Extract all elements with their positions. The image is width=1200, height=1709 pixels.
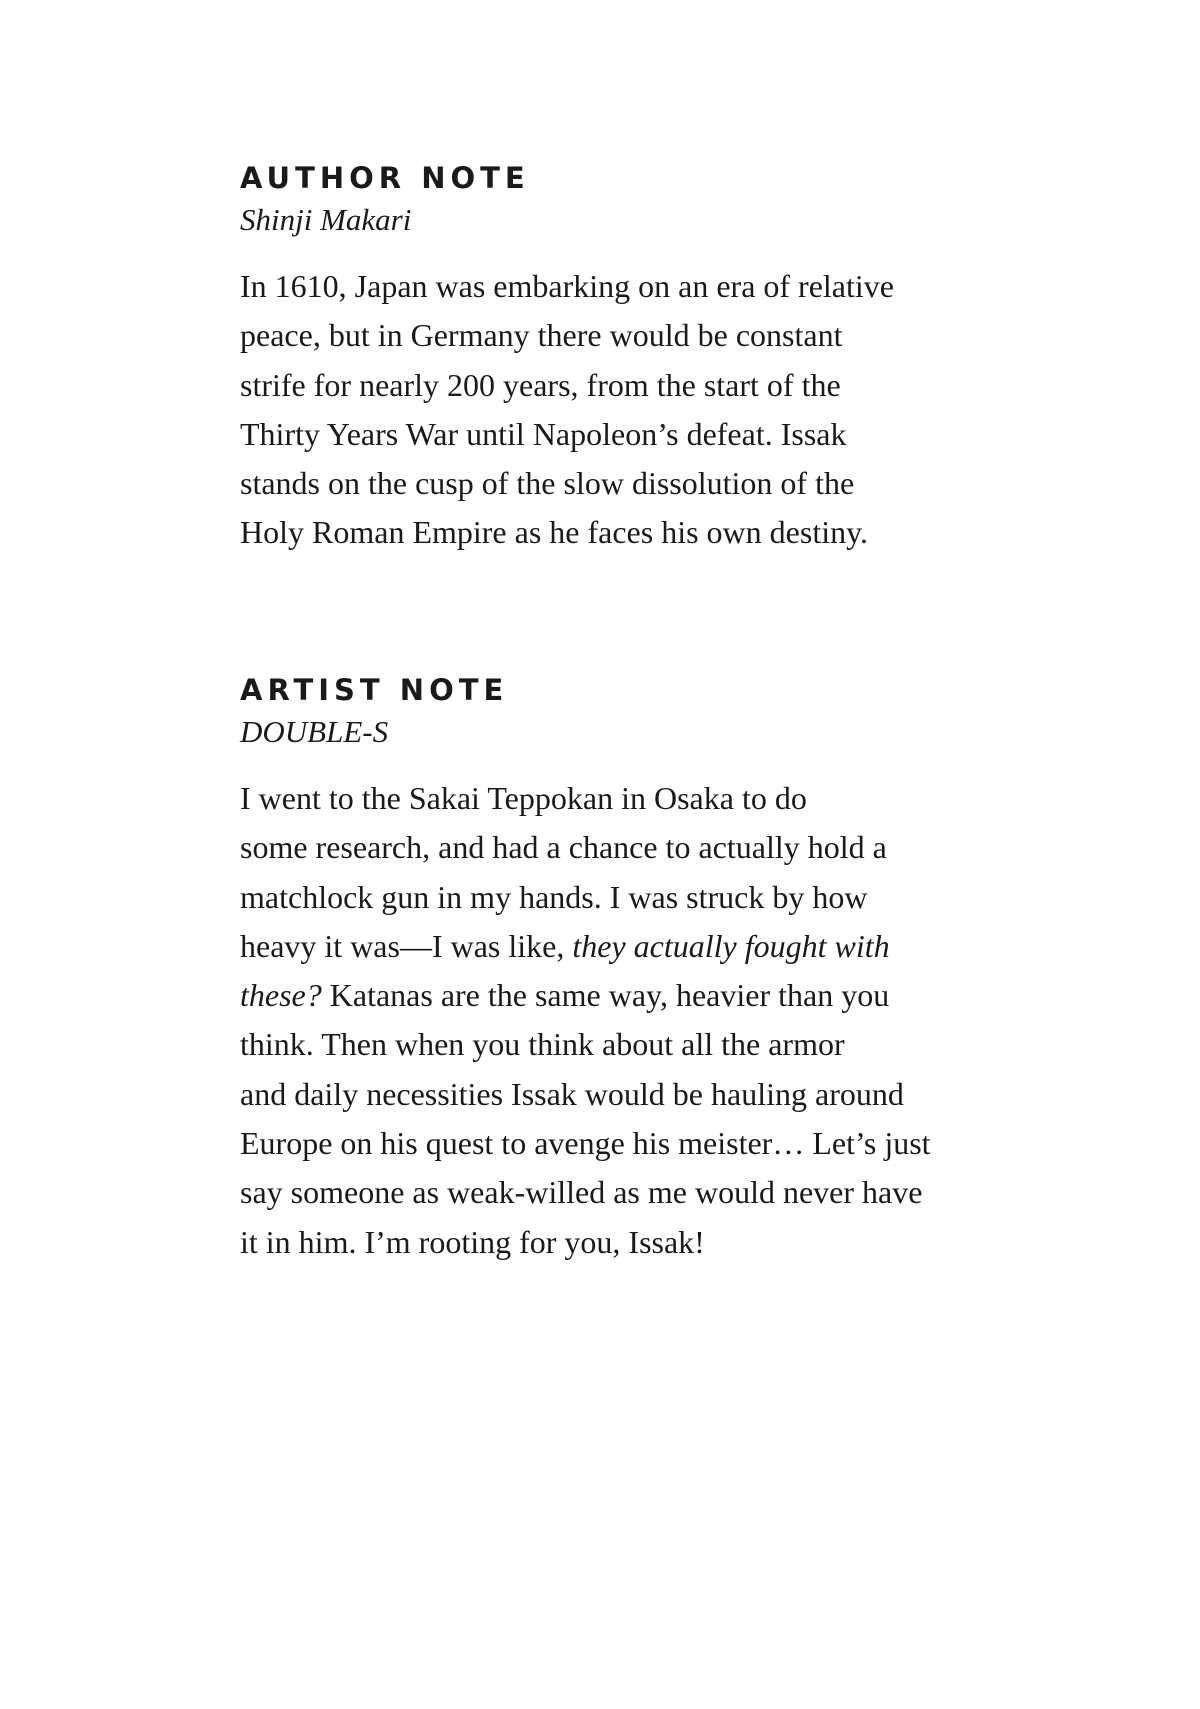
body-line: Holy Roman Empire as he faces his own destiny. [240,514,869,551]
body-line: I went to the Sakai Teppokan in Osaka to do [240,780,807,816]
body-line-mixed [240,971,970,1020]
body-line: some research, and had a chance to actually hold a [240,829,887,866]
body-text-italic: these? [240,977,322,1014]
body-line: Thirty Years War until Napoleon’s defeat. Issak [240,415,847,452]
body-line: peace, but in Germany there would be constant [240,317,843,354]
author-note-section [240,160,970,558]
body-text-plain: Katanas are the same way, heavier than you [321,977,890,1014]
body-line-mixed [240,922,970,971]
artist-name: DOUBLE-S [240,714,389,749]
body-text-italic: they actually fought with [572,927,890,964]
body-line: Europe on his quest to avenge his meister… Let’s just [240,1125,931,1162]
author-name: Shinji Makari [240,202,412,237]
author-note-body [240,262,970,558]
body-line: In 1610, Japan was embarking on an era of relative [240,268,894,304]
body-text-plain: heavy it was—I was like, [240,927,573,964]
artist-note-body [240,774,970,1267]
body-line: stands on the cusp of the slow dissolution of the [240,465,855,502]
artist-note-section [240,672,970,1267]
body-line: say someone as weak-willed as me would never have [240,1174,923,1211]
body-line: it in him. I’m rooting for you, Issak! [240,1223,705,1260]
artist-note-heading: ARTIST NOTE [240,673,509,707]
body-line: matchlock gun in my hands. I was struck by how [240,878,868,915]
body-line: strife for nearly 200 years, from the start of the [240,366,841,403]
body-line: and daily necessities Issak would be hauling around [240,1075,904,1112]
body-line: think. Then when you think about all the armor [240,1026,845,1063]
author-note-heading: AUTHOR NOTE [240,161,530,195]
